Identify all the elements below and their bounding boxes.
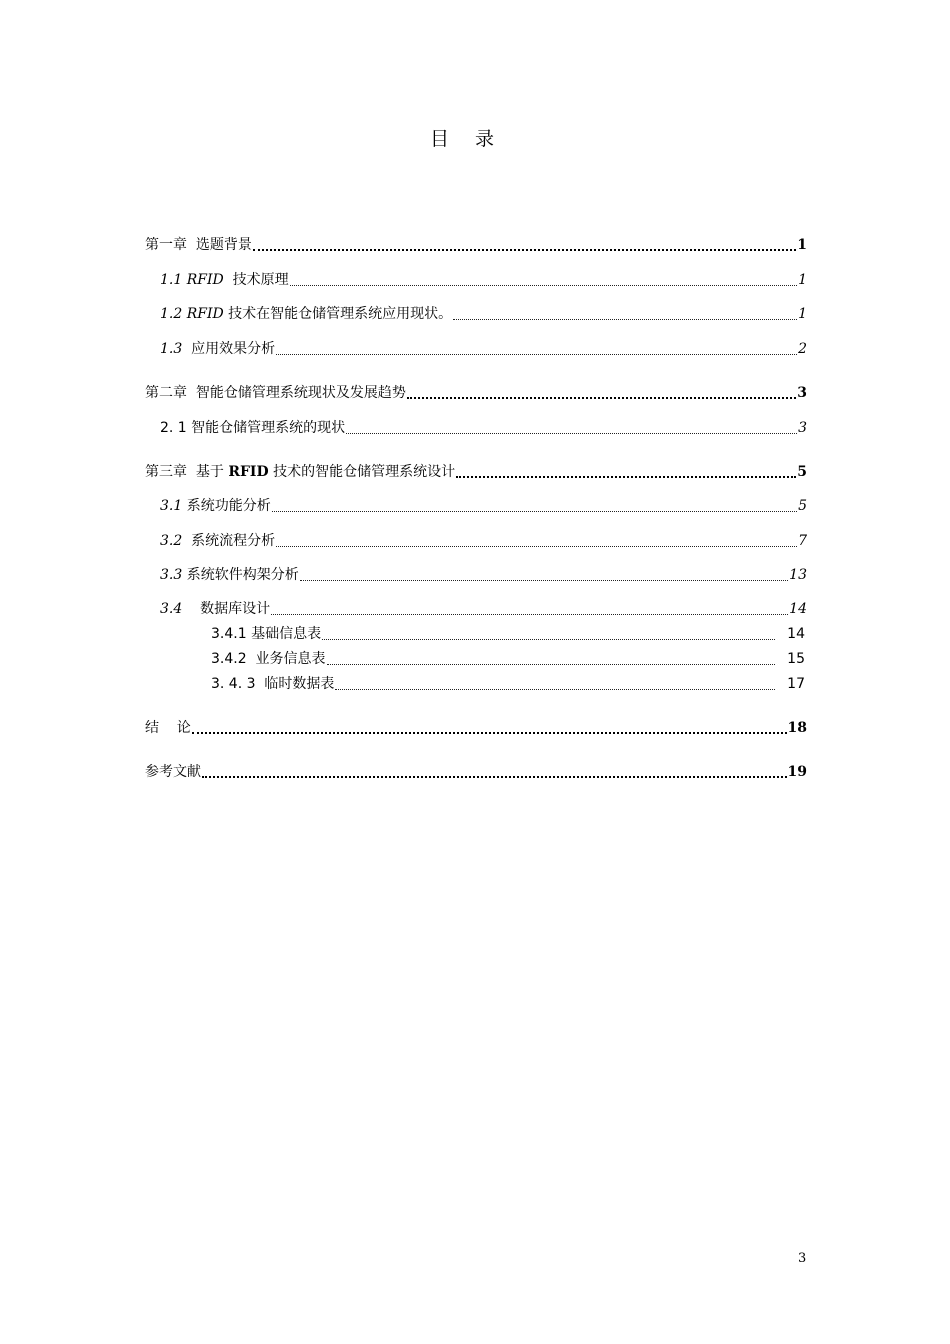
toc-leader-dots: [456, 476, 796, 478]
toc-entry-label: 第二章 智能仓储管理系统现状及发展趋势: [145, 385, 406, 401]
toc-entry-section-3-1[interactable]: [160, 497, 807, 515]
toc-entry-number: 2. 1: [160, 420, 187, 436]
toc-page-number: 5: [797, 464, 807, 480]
toc-entry-number: 3.4.2: [211, 651, 247, 667]
toc-entry-section-3-4-3[interactable]: [211, 675, 805, 693]
toc-entry-section-3-2[interactable]: [160, 532, 807, 550]
toc-leader-dots: [407, 397, 796, 399]
toc-entry-label: 技术原理: [223, 272, 289, 288]
toc-entry-section-3-4-2[interactable]: [211, 650, 805, 668]
toc-entry-section-3-4[interactable]: [160, 600, 807, 618]
toc-page-number: 3: [797, 385, 807, 401]
toc-page-number: 2: [798, 341, 807, 357]
toc-leader-dots: [276, 546, 797, 547]
toc-leader-dots: [272, 511, 797, 512]
page-title: 目录: [429, 128, 520, 150]
toc-leader-dots: [290, 285, 797, 286]
toc-entry-section-3-3[interactable]: [160, 566, 807, 584]
toc-entry-conclusion[interactable]: [145, 719, 807, 737]
toc-entry-label-prefix: 第三章 基于: [145, 464, 229, 480]
toc-page-number: 13: [789, 567, 807, 583]
toc-page-number: 15: [787, 651, 805, 667]
toc-page-number: 17: [787, 676, 805, 692]
toc-entry-chapter-3[interactable]: [145, 463, 807, 481]
toc-entry-number: 1.3: [160, 341, 183, 357]
toc-page-number: 1: [798, 306, 807, 322]
toc-entry-number: 1.1 RFID: [160, 272, 224, 288]
toc-entry-section-1-1[interactable]: [160, 271, 807, 289]
toc-entry-label: 基础信息表: [246, 626, 322, 642]
toc-entry-references[interactable]: [145, 763, 807, 781]
toc-entry-label: 参考文献: [145, 764, 201, 780]
toc-page-number: 3: [798, 420, 807, 436]
toc-entry-label: 数据库设计: [182, 601, 271, 617]
toc-entry-section-1-2[interactable]: [160, 305, 807, 323]
toc-entry-label: 系统功能分析: [182, 498, 271, 514]
toc-page-number: 18: [787, 720, 807, 736]
toc-leader-dots: [335, 689, 775, 690]
toc-entry-label: 技术在智能仓储管理系统应用现状。: [223, 306, 453, 322]
toc-entry-label: 业务信息表: [246, 651, 326, 667]
page-number: 3: [798, 1251, 807, 1266]
toc-entry-chapter-1[interactable]: [145, 236, 807, 254]
toc-page-number: 1: [797, 237, 807, 253]
toc-entry-label: 第一章 选题背景: [145, 237, 252, 253]
toc-entry-label: 应用效果分析: [182, 341, 276, 357]
toc-leader-dots: [202, 776, 787, 778]
toc-entry-number: 3. 4. 3: [211, 676, 256, 692]
toc-entry-label-suffix: 技术的智能仓储管理系统设计: [268, 464, 456, 480]
toc-entry-number: 1.2 RFID: [160, 306, 224, 322]
toc-entry-chapter-2[interactable]: [145, 384, 807, 402]
toc-entry-section-2-1[interactable]: [160, 419, 807, 437]
toc-entry-number: 3.1: [160, 498, 183, 514]
toc-page-number: 19: [787, 764, 807, 780]
toc-entry-section-1-3[interactable]: [160, 340, 807, 358]
toc-page-number: 14: [789, 601, 807, 617]
toc-entry-section-3-4-1[interactable]: [211, 625, 805, 643]
toc-entry-label: 系统流程分析: [182, 533, 276, 549]
toc-leader-dots: [346, 433, 797, 434]
toc-entry-label: 临时数据表: [255, 676, 335, 692]
toc-leader-dots: [253, 249, 796, 251]
toc-leader-dots: [327, 664, 776, 665]
toc-entry-label: 结 论: [145, 720, 191, 736]
toc-page-number: 5: [798, 498, 807, 514]
toc-page-number: 7: [798, 533, 807, 549]
toc-entry-label: 系统软件构架分析: [182, 567, 299, 583]
toc-entry-number: 3.3: [160, 567, 183, 583]
toc-leader-dots: [300, 580, 788, 581]
toc-entry-label-rfid: RFID: [228, 464, 269, 480]
toc-leader-dots: [271, 614, 788, 615]
toc-page-number: 1: [798, 272, 807, 288]
toc-page-number: 14: [787, 626, 805, 642]
toc-entry-number: 3.4.1: [211, 626, 247, 642]
toc-leader-dots: [322, 639, 775, 640]
toc-leader-dots: [276, 354, 797, 355]
toc-entry-label: 智能仓储管理系统的现状: [186, 420, 346, 436]
toc-leader-dots: [192, 732, 787, 734]
toc-leader-dots: [453, 319, 797, 320]
toc-entry-number: 3.2: [160, 533, 183, 549]
toc-entry-number: 3.4: [160, 601, 183, 617]
